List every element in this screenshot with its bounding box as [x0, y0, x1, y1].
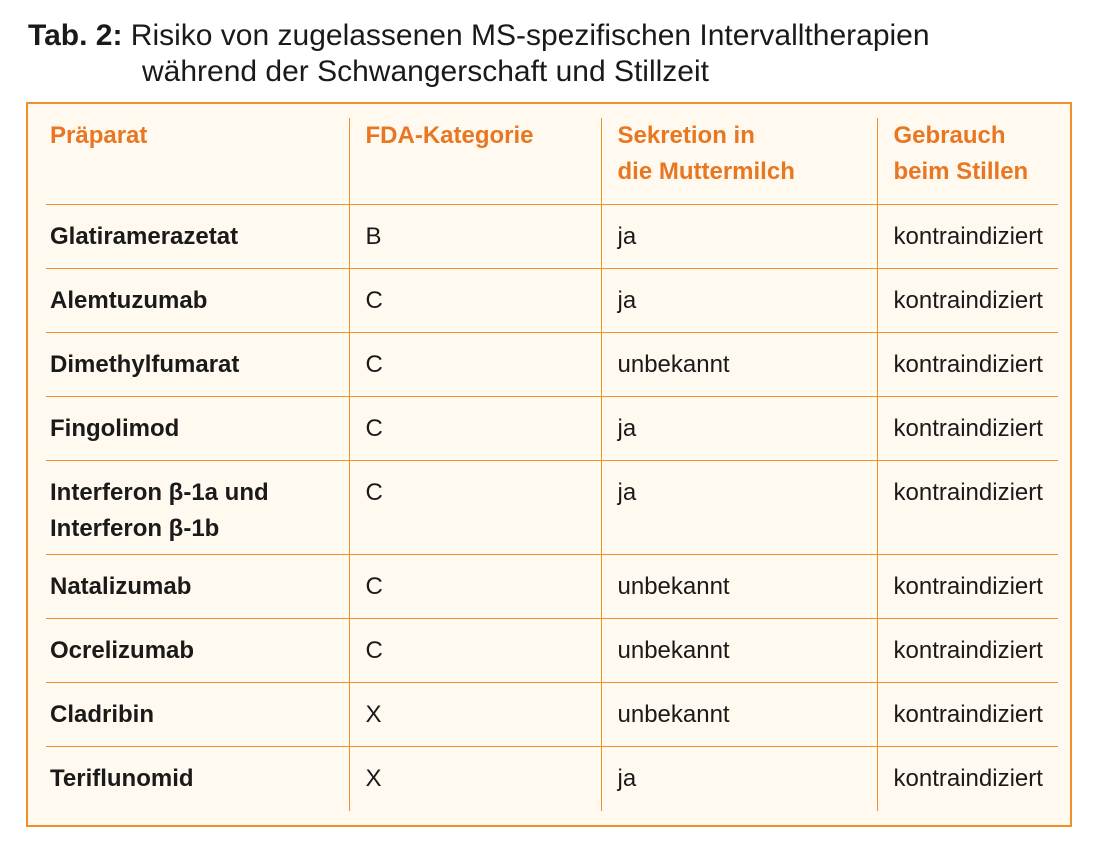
table-row	[46, 683, 1058, 747]
cell-sekretion: ja	[601, 205, 877, 269]
cell-fda: X	[349, 747, 601, 811]
cell-praeparat	[46, 555, 349, 619]
cell-praeparat	[46, 619, 349, 683]
drug-name: Cladribin	[50, 701, 155, 728]
cell-stillen: kontraindiziert	[877, 333, 1058, 397]
cell-praeparat	[46, 269, 349, 333]
drug-name: Teriflunomid	[50, 765, 194, 792]
cell-fda: C	[349, 555, 601, 619]
drug-name: Glatiramerazetat	[50, 223, 239, 250]
header-sekretion-line1: Sekretion in	[617, 122, 755, 149]
table-header-row	[46, 118, 1058, 205]
table-row	[46, 269, 1058, 333]
header-gebrauch-line2: beim Stillen	[893, 158, 1029, 185]
header-fda-line1: FDA-Kategorie	[365, 122, 534, 149]
cell-sekretion: unbekannt	[601, 619, 877, 683]
cell-sekretion: ja	[601, 461, 877, 555]
cell-stillen: kontraindiziert	[877, 747, 1058, 811]
cell-fda: B	[349, 205, 601, 269]
cell-stillen: kontraindiziert	[877, 555, 1058, 619]
header-gebrauch-line1: Gebrauch	[893, 122, 1006, 149]
caption-title-line2: während der Schwangerschaft und Stillzeit	[142, 55, 709, 88]
cell-praeparat	[46, 747, 349, 811]
drug-name: Alemtuzumab	[50, 287, 208, 314]
cell-fda: C	[349, 269, 601, 333]
table-row	[46, 555, 1058, 619]
cell-praeparat	[46, 461, 349, 555]
table-frame	[26, 102, 1072, 827]
drug-name: Natalizumab	[50, 573, 192, 600]
drug-name: Ocrelizumab	[50, 637, 195, 664]
header-sekretion	[601, 118, 877, 205]
cell-praeparat	[46, 205, 349, 269]
caption-title-line1: Risiko von zugelassenen MS-spezifischen Intervalltherapien	[130, 19, 930, 52]
header-praeparat	[46, 118, 349, 205]
cell-stillen: kontraindiziert	[877, 269, 1058, 333]
cell-stillen: kontraindiziert	[877, 683, 1058, 747]
cell-sekretion: ja	[601, 747, 877, 811]
cell-praeparat	[46, 683, 349, 747]
cell-stillen: kontraindiziert	[877, 205, 1058, 269]
cell-stillen: kontraindiziert	[877, 397, 1058, 461]
header-fda-kategorie	[349, 118, 601, 205]
cell-fda: C	[349, 619, 601, 683]
drug-name-line1: Interferon β-1a und	[50, 479, 269, 506]
header-sekretion-line2: die Muttermilch	[617, 158, 795, 185]
cell-praeparat	[46, 333, 349, 397]
cell-sekretion: unbekannt	[601, 683, 877, 747]
table-row	[46, 397, 1058, 461]
cell-sekretion: unbekannt	[601, 555, 877, 619]
cell-sekretion: ja	[601, 269, 877, 333]
cell-sekretion: ja	[601, 397, 877, 461]
cell-fda: C	[349, 461, 601, 555]
table-row	[46, 333, 1058, 397]
header-gebrauch	[877, 118, 1058, 205]
table-row	[46, 619, 1058, 683]
table-row	[46, 205, 1058, 269]
table-row	[46, 461, 1058, 555]
caption-label: Tab. 2:	[28, 19, 123, 52]
cell-fda: C	[349, 397, 601, 461]
cell-fda: C	[349, 333, 601, 397]
cell-praeparat	[46, 397, 349, 461]
drug-name-line2: Interferon β-1b	[50, 515, 220, 542]
drug-name: Dimethylfumarat	[50, 351, 240, 378]
cell-sekretion: unbekannt	[601, 333, 877, 397]
cell-fda: X	[349, 683, 601, 747]
therapy-risk-table	[46, 118, 1058, 811]
table-caption	[28, 18, 1078, 90]
drug-name: Fingolimod	[50, 415, 180, 442]
table-row	[46, 747, 1058, 811]
header-praeparat-line1: Präparat	[50, 122, 148, 149]
cell-stillen: kontraindiziert	[877, 619, 1058, 683]
cell-stillen: kontraindiziert	[877, 461, 1058, 555]
